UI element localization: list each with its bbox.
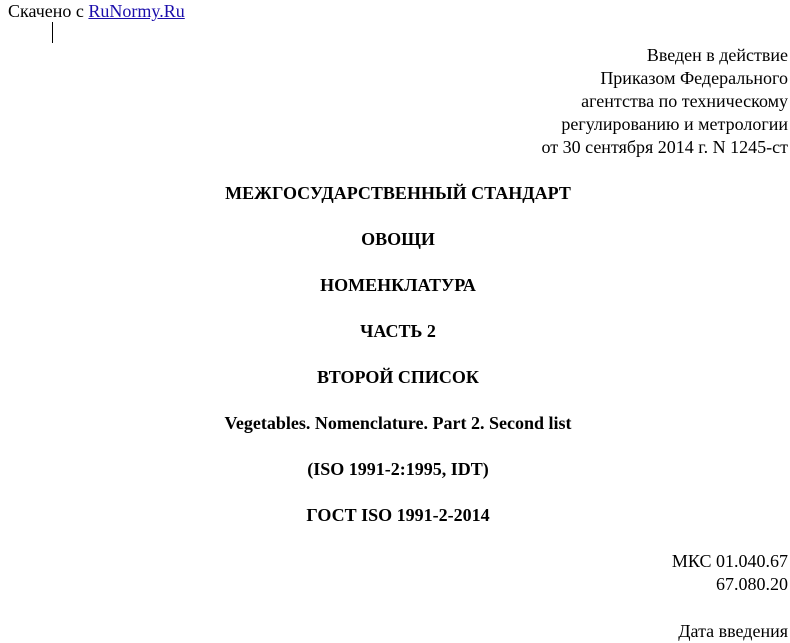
- approval-line: от 30 сентября 2014 г. N 1245-ст: [541, 137, 788, 157]
- intro-date-label: Дата введения: [678, 621, 788, 641]
- standard-type-heading: МЕЖГОСУДАРСТВЕННЫЙ СТАНДАРТ: [225, 183, 571, 203]
- text-cursor: [52, 22, 53, 43]
- approval-line: агентства по техническому: [581, 91, 788, 111]
- title-heading: НОМЕНКЛАТУРА: [320, 275, 476, 295]
- part-heading: ЧАСТЬ 2: [360, 321, 436, 341]
- source-line: [8, 0, 185, 23]
- approval-line: Введен в действие: [646, 45, 788, 65]
- approval-line: регулированию и метрологии: [561, 114, 788, 134]
- list-heading: ВТОРОЙ СПИСОК: [317, 367, 479, 387]
- standard-designation: ГОСТ ISO 1991-2-2014: [306, 505, 490, 525]
- classifier-line: МКС 01.040.67: [671, 551, 788, 571]
- approval-block: [288, 44, 788, 159]
- approval-line: Приказом Федерального: [600, 68, 788, 88]
- english-title: Vegetables. Nomenclature. Part 2. Second list: [224, 413, 572, 433]
- source-prefix: Скачено с: [8, 1, 89, 21]
- classifier-line: 67.080.20: [716, 574, 788, 594]
- iso-reference: (ISO 1991-2:1995, IDT): [307, 459, 489, 479]
- subject-heading: ОВОЩИ: [361, 229, 435, 249]
- classifier-block: [488, 550, 788, 596]
- source-link[interactable]: RuNormy.Ru: [88, 1, 185, 21]
